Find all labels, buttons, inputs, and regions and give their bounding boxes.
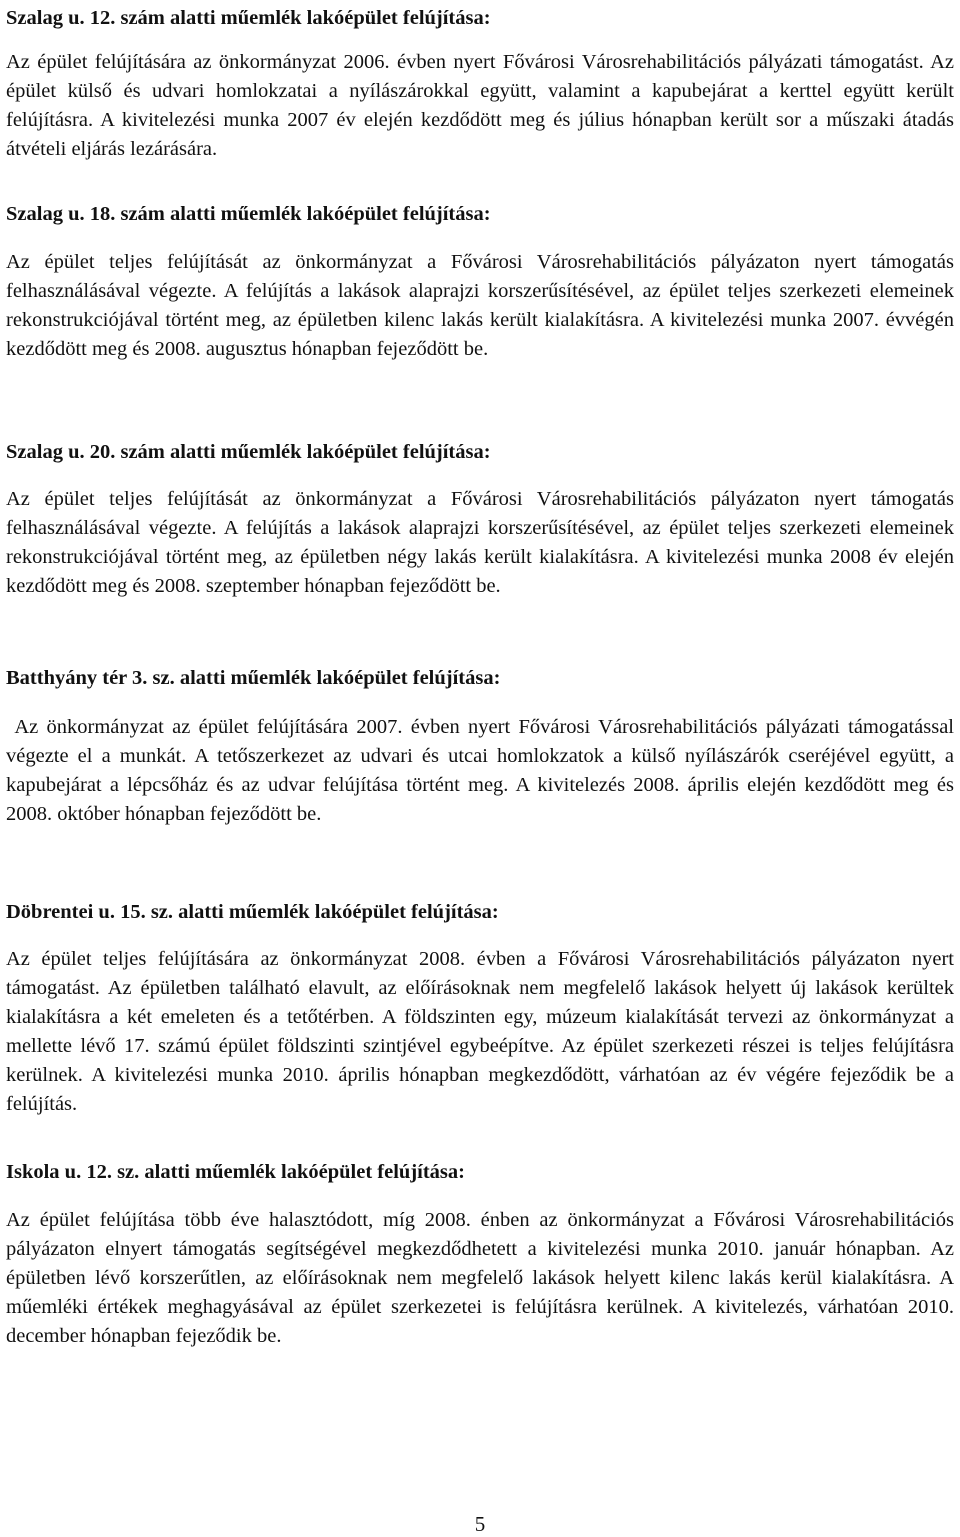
section-heading: Döbrentei u. 15. sz. alatti műemlék lakóépület felújítása: xyxy=(6,901,499,923)
section-szalag-12 xyxy=(6,6,954,164)
page-number: 5 xyxy=(474,1512,486,1536)
section-batthyany-3 xyxy=(6,666,960,829)
section-heading: Szalag u. 18. szám alatti műemlék lakóépület felújítása: xyxy=(6,203,491,225)
section-body: Az épület felújítása több éve halasztódott, míg 2008. énben az önkormányzat a Fővárosi Városrehabilitációs pályázaton elnyert támogatás segítségével megkezdődhetett a kivitelezési munka 2010. január hónapban. Az épületben lévő korszerűtlen, az előírásoknak nem megfelelő lakások helyett kilenc lakás kerül kialakításra. A műemléki értékek meghagyásával az épület szerkezetei is felújításra kerülnek. A kivitelezés, várhatóan 2010. december hónapban fejeződik be. xyxy=(6,1209,954,1347)
section-heading: Batthyány tér 3. sz. alatti műemlék lakóépület felújítása: xyxy=(6,667,501,689)
section-iskola-12 xyxy=(6,1160,954,1351)
section-body: Az épület teljes felújítására az önkormányzat 2008. évben a Fővárosi Városrehabilitációs pályázaton nyert támogatást. Az épületben található elavult, az előírásoknak nem megfelelő lakások helyett új lakások kerültek kialakításra a két emeleten és a tetőtérben. A földszinten egy, múzeum kialakítását tervezi az önkormányzat a mellette lévő 17. számú épület földszinti szintjével egybeépítve. Az épület szerkezeti részei is teljes felújításra kerülnek. A kivitelezési munka 2010. április hónapban megkezdődött, várhatóan az év végére fejeződik be a felújítás. xyxy=(6,948,954,1115)
section-heading: Szalag u. 12. szám alatti műemlék lakóépület felújítása: xyxy=(6,7,491,29)
section-heading: Szalag u. 20. szám alatti műemlék lakóépület felújítása: xyxy=(6,441,491,463)
section-body: Az épület felújítására az önkormányzat 2006. évben nyert Fővárosi Városrehabilitációs pályázati támogatást. Az épület külső és udvari homlokzatai a nyílászárokkal együtt, valamint a kapubejárat a kerttel együtt került felújításra. A kivitelezési munka 2007 év elején kezdődött meg és július hónapban került sor a műszaki átadás átvételi eljárás lezárására. xyxy=(6,51,954,160)
section-body: Az önkormányzat az épület felújítására 2007. évben nyert Fővárosi Városrehabilitációs pályázati támogatással végezte el a munkát. A tetőszerkezet az udvari és utcai homlokzatok a külső nyílászárók cseréjével együtt, a kapubejárat a lépcsőház és az udvar felújítása történt meg. A kivitelezés 2008. április elején kezdődött meg és 2008. október hónapban fejeződött be. xyxy=(6,716,960,825)
section-body: Az épület teljes felújítását az önkormányzat a Fővárosi Városrehabilitációs pályázaton nyert támogatás felhasználásával végezte. A felújítás a lakások alaprajzi korszerűsítésével, az épület teljes szerkezeti elemeinek rekonstrukciójával történt meg, az épületben négy lakás került kialakításra. A kivitelezési munka 2008 év elején kezdődött meg és 2008. szeptember hónapban fejeződött be. xyxy=(6,488,954,597)
section-heading: Iskola u. 12. sz. alatti műemlék lakóépület felújítása: xyxy=(6,1161,465,1183)
section-szalag-20 xyxy=(6,440,954,601)
section-dobrentei-15 xyxy=(6,900,954,1119)
section-szalag-18 xyxy=(6,202,954,364)
section-body: Az épület teljes felújítását az önkormányzat a Fővárosi Városrehabilitációs pályázaton nyert támogatás felhasználásával végezte. A felújítás a lakások alaprajzi korszerűsítésével, az épület teljes szerkezeti elemeinek rekonstrukciójával történt meg, az épületben kilenc lakás került kialakításra. A kivitelezési munka 2007. évvégén kezdődött meg és 2008. augusztus hónapban fejeződött be. xyxy=(6,251,954,360)
